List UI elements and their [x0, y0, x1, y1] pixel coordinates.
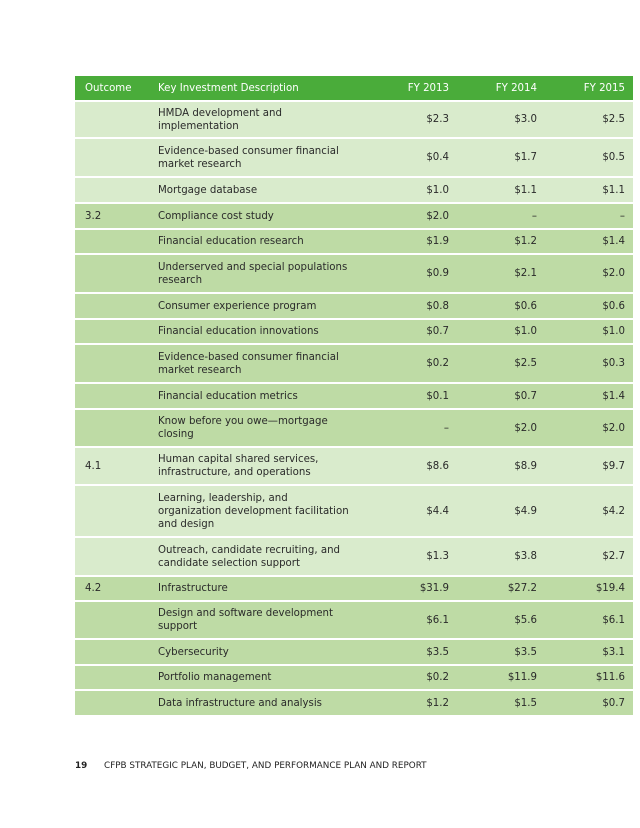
description-text: HMDA development and implementation: [158, 107, 282, 132]
fy2015-cell: $11.6: [545, 665, 633, 690]
description-text: Outreach, candidate recruiting, and candidate selection support: [158, 544, 340, 569]
table-row: [75, 447, 633, 485]
fy2015-cell: $1.4: [545, 383, 633, 409]
description-text: Human capital shared services, infrastructure, and operations: [158, 454, 319, 478]
description-cell: [148, 344, 373, 383]
description-text: Design and software development support: [158, 608, 334, 632]
description-text: Infrastructure: [158, 583, 228, 594]
fy2014-cell: $4.9: [457, 485, 545, 537]
fy2015-cell: $2.5: [545, 101, 633, 138]
fy2013-cell: $8.6: [373, 447, 457, 485]
outcome-cell: [75, 229, 148, 254]
table-row: [75, 639, 633, 665]
fy2015-cell: $1.4: [545, 229, 633, 254]
table-row: [75, 101, 633, 138]
table-body: [75, 101, 633, 716]
description-text: Evidence-based consumer financial market research: [158, 351, 339, 376]
fy2015-cell: $3.1: [545, 639, 633, 665]
description-text: Know before you owe—mortgage closing: [158, 416, 328, 440]
report-title: CFPB STRATEGIC PLAN, BUDGET, AND PERFORMANCE PLAN AND REPORT: [104, 761, 427, 771]
fy2015-cell: $0.3: [545, 344, 633, 383]
description-cell: [148, 639, 373, 665]
table-row: [75, 383, 633, 409]
outcome-cell: 4.2: [75, 576, 148, 601]
fy2013-cell: $0.9: [373, 254, 457, 293]
fy2015-cell: $2.0: [545, 254, 633, 293]
table-row: [75, 254, 633, 293]
fy2013-cell: $31.9: [373, 576, 457, 601]
outcome-cell: [75, 101, 148, 138]
fy2013-cell: $0.4: [373, 138, 457, 177]
outcome-cell: [75, 690, 148, 716]
fy2013-cell: $1.0: [373, 177, 457, 203]
fy2013-cell: $0.2: [373, 344, 457, 383]
fy2014-cell: $5.6: [457, 601, 545, 639]
description-text: Consumer experience program: [158, 300, 317, 312]
outcome-cell: [75, 383, 148, 409]
outcome-cell: 4.1: [75, 447, 148, 485]
fy2015-cell: $6.1: [545, 601, 633, 639]
investment-table: [75, 76, 633, 717]
description-cell: [148, 383, 373, 409]
table-row: [75, 344, 633, 383]
fy2014-cell: $2.1: [457, 254, 545, 293]
table-row: [75, 576, 633, 601]
table-row: [75, 138, 633, 177]
fy2013-cell: $2.3: [373, 101, 457, 138]
table-row: [75, 177, 633, 203]
fy2014-cell: $27.2: [457, 576, 545, 601]
description-cell: [148, 665, 373, 690]
description-text: Evidence-based consumer financial market research: [158, 145, 339, 170]
fy2015-cell: $2.0: [545, 409, 633, 447]
table-row: [75, 409, 633, 447]
outcome-cell: [75, 344, 148, 383]
header-fy2013: FY 2013: [373, 76, 457, 101]
fy2013-cell: $2.0: [373, 203, 457, 229]
table-header-row: [75, 76, 633, 101]
fy2015-cell: –: [545, 203, 633, 229]
fy2013-cell: $0.1: [373, 383, 457, 409]
fy2014-cell: $0.7: [457, 383, 545, 409]
table-row: [75, 485, 633, 537]
description-cell: [148, 447, 373, 485]
description-cell: [148, 203, 373, 229]
table-row: [75, 319, 633, 344]
description-cell: [148, 601, 373, 639]
outcome-cell: [75, 254, 148, 293]
fy2014-cell: $3.5: [457, 639, 545, 665]
outcome-cell: [75, 665, 148, 690]
description-cell: [148, 485, 373, 537]
description-text: Learning, leadership, and organization development facilitation and design: [158, 492, 349, 530]
outcome-cell: [75, 601, 148, 639]
table-row: [75, 665, 633, 690]
fy2015-cell: $4.2: [545, 485, 633, 537]
page-number: 19: [75, 761, 88, 771]
fy2014-cell: $1.1: [457, 177, 545, 203]
fy2014-cell: $2.5: [457, 344, 545, 383]
description-text: Compliance cost study: [158, 210, 274, 222]
fy2013-cell: $0.7: [373, 319, 457, 344]
fy2014-cell: $8.9: [457, 447, 545, 485]
fy2015-cell: $2.7: [545, 537, 633, 576]
fy2014-cell: $1.5: [457, 690, 545, 716]
fy2015-cell: $0.7: [545, 690, 633, 716]
description-cell: [148, 101, 373, 138]
fy2014-cell: –: [457, 203, 545, 229]
outcome-cell: [75, 319, 148, 344]
description-cell: [148, 409, 373, 447]
outcome-cell: [75, 177, 148, 203]
fy2013-cell: –: [373, 409, 457, 447]
table-row: [75, 537, 633, 576]
description-text: Portfolio management: [158, 672, 272, 683]
table-row: [75, 690, 633, 716]
fy2014-cell: $2.0: [457, 409, 545, 447]
fy2014-cell: $3.8: [457, 537, 545, 576]
header-description: Key Investment Description: [148, 76, 373, 101]
description-text: Financial education research: [158, 236, 304, 247]
fy2013-cell: $6.1: [373, 601, 457, 639]
outcome-cell: [75, 138, 148, 177]
outcome-cell: [75, 639, 148, 665]
outcome-cell: [75, 409, 148, 447]
header-fy2015: FY 2015: [545, 76, 633, 101]
description-text: Cybersecurity: [158, 646, 229, 658]
description-text: Financial education innovations: [158, 326, 319, 337]
description-cell: [148, 229, 373, 254]
outcome-cell: [75, 537, 148, 576]
fy2014-cell: $1.0: [457, 319, 545, 344]
page-footer: [75, 761, 427, 771]
description-cell: [148, 138, 373, 177]
fy2013-cell: $3.5: [373, 639, 457, 665]
fy2015-cell: $1.0: [545, 319, 633, 344]
description-cell: [148, 254, 373, 293]
description-text: Mortgage database: [158, 184, 258, 196]
description-text: Financial education metrics: [158, 390, 298, 402]
header-outcome: Outcome: [75, 76, 148, 101]
fy2014-cell: $1.7: [457, 138, 545, 177]
fy2013-cell: $0.2: [373, 665, 457, 690]
table-row: [75, 293, 633, 319]
fy2013-cell: $1.3: [373, 537, 457, 576]
fy2013-cell: $0.8: [373, 293, 457, 319]
header-fy2014: FY 2014: [457, 76, 545, 101]
description-text: Data infrastructure and analysis: [158, 697, 322, 709]
outcome-cell: 3.2: [75, 203, 148, 229]
fy2015-cell: $9.7: [545, 447, 633, 485]
fy2014-cell: $0.6: [457, 293, 545, 319]
outcome-cell: [75, 293, 148, 319]
fy2014-cell: $3.0: [457, 101, 545, 138]
fy2015-cell: $19.4: [545, 576, 633, 601]
table-row: [75, 229, 633, 254]
fy2013-cell: $1.9: [373, 229, 457, 254]
fy2015-cell: $0.6: [545, 293, 633, 319]
fy2015-cell: $1.1: [545, 177, 633, 203]
description-cell: [148, 293, 373, 319]
description-cell: [148, 319, 373, 344]
fy2013-cell: $4.4: [373, 485, 457, 537]
fy2015-cell: $0.5: [545, 138, 633, 177]
description-cell: [148, 690, 373, 716]
fy2013-cell: $1.2: [373, 690, 457, 716]
table-row: [75, 601, 633, 639]
description-cell: [148, 576, 373, 601]
description-cell: [148, 537, 373, 576]
description-text: Underserved and special populations research: [158, 261, 348, 286]
fy2014-cell: $11.9: [457, 665, 545, 690]
outcome-cell: [75, 485, 148, 537]
table-row: [75, 203, 633, 229]
description-cell: [148, 177, 373, 203]
fy2014-cell: $1.2: [457, 229, 545, 254]
